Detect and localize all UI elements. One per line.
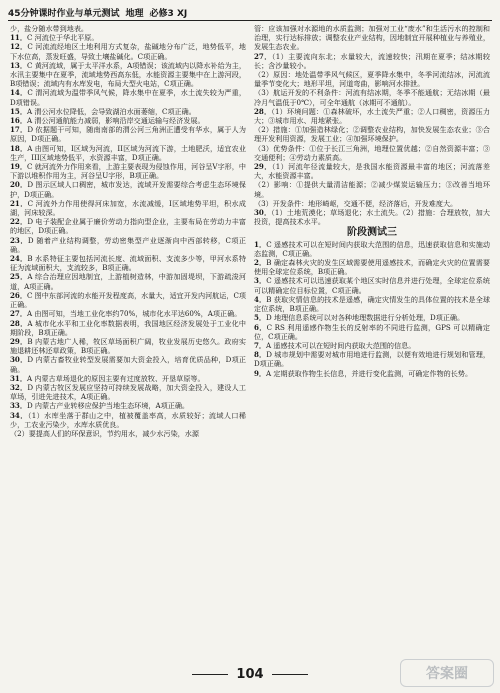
answer-number: 27．: [10, 309, 27, 319]
answer-item: [254, 107, 490, 125]
answer-text: A 内蒙古草场退化的原因主要有过度放牧、开垦草原等。: [26, 373, 205, 383]
answer-text: C 河流位于华北平原。: [26, 33, 99, 43]
answer-item: [254, 88, 490, 106]
answer-item: [10, 401, 246, 410]
answer-item: [10, 42, 246, 60]
answer-number: 33．: [10, 401, 27, 411]
answer-text: （2）要提高人们的环保意识，节约用水，减少水污染，水源: [10, 428, 199, 438]
answer-number: 20．: [10, 180, 28, 190]
answer-page: [10, 24, 490, 655]
answer-text: D 随着产业结构调整，劳动密集型产业逐渐向中西部转移，C项正确。: [10, 235, 246, 254]
answer-text: C 渭河流域为温带季风气候，降水集中在夏季，水土流失较为严重，D项错误。: [10, 88, 246, 107]
answer-item: [10, 411, 246, 429]
answer-number: 1．: [254, 239, 267, 249]
answer-text: （1）水库坐落于群山之中，植被覆盖率高，水质较好；流域人口稀少，工农业污染少，水库水质优良。: [10, 410, 246, 429]
answer-number: 18．: [10, 143, 28, 153]
answer-item: [10, 88, 246, 106]
answer-number: 2．: [254, 258, 267, 268]
answer-item: [10, 429, 246, 438]
answer-text: 少，盐分随水带到地表。: [10, 24, 89, 33]
answer-number: 6．: [254, 322, 267, 332]
section-title: 阶段测试三: [347, 227, 397, 239]
right-column: [254, 24, 490, 655]
answer-item: [254, 52, 490, 70]
answer-item: [10, 272, 246, 290]
answer-item: [254, 162, 490, 180]
answer-text: D 图示区域人口稠密，城市发达，流域开发需要综合考虑生态环境保护，D项正确。: [10, 180, 246, 199]
answer-item: [10, 61, 246, 89]
answer-item: [254, 258, 490, 276]
answer-text: B 内蒙古地广人稀，牧区草场面积广阔，牧业发展历史悠久。政府实施退耕还林还草政策，B项正确。: [10, 336, 246, 356]
answer-text: （3）航运开发的不利条件：河流有结冰期，冬季不能通航；无结冰期（最冷月气温低于0℃），可全年通航（冰期可不通航）。: [254, 88, 490, 107]
answer-item: [10, 24, 246, 33]
answer-item: [254, 369, 490, 378]
answer-text: （1）主要流向东北；水量较大，流速较快；汛期在夏季；结冰期较长；含沙量较小。: [254, 51, 490, 70]
answer-item: [254, 350, 490, 368]
answer-item: [254, 341, 490, 350]
answer-text: A 渭公河水位降低，会导致湖泊水面萎缩，C项正确。: [26, 106, 196, 116]
answer-number: 3．: [254, 276, 267, 286]
answer-item: [10, 319, 246, 337]
answer-number: 4．: [254, 294, 267, 304]
answer-number: 15．: [10, 106, 27, 116]
answer-text: A 由图可知，I区域为河流，II区域为河流下游，土地肥沃，适宜农业生产，III区域地势低平，水资源丰富，D项正确。: [10, 143, 246, 162]
answer-text: D 内蒙古牧区发展应坚持可持续发展战略，加大资金投入，建设人工草场，引进先进技术，A项正确。: [10, 382, 246, 402]
left-column: [10, 24, 246, 655]
answer-text: C 遥感技术可以迅速获取某个地区实时信息并进行处理，全球定位系统可以精确定位目标位置，C项正确。: [254, 276, 490, 295]
answer-item: [10, 254, 246, 272]
answer-text: B 获取灾情信息的技术是遥感，确定灾情发生的具体位置的技术是全球定位系统，B项正确。: [254, 294, 490, 314]
answer-item: [254, 276, 490, 294]
answer-item: [10, 374, 246, 383]
answer-number: 14．: [10, 88, 28, 98]
answer-item: [10, 217, 246, 235]
footer-rule-right: [272, 674, 308, 675]
answer-number: 26．: [10, 290, 27, 300]
answer-number: 19．: [10, 162, 27, 172]
answer-number: 30．: [10, 355, 28, 365]
answer-item: [254, 199, 490, 208]
answer-item: [10, 116, 246, 125]
answer-text: A 城市化水平和工业化率数据表明，我国地区经济发展处于工业化中期阶段，B项正确。: [10, 318, 246, 337]
answer-number: 12．: [10, 42, 28, 52]
answer-item: [10, 337, 246, 355]
answer-number: 29．: [254, 162, 272, 172]
subject-label: 地理: [125, 8, 144, 19]
watermark-stamp: 答案圈: [400, 659, 494, 687]
answer-number: 17．: [10, 125, 28, 135]
answer-item: [10, 33, 246, 42]
answer-text: （3）开发条件：地形崎岖，交通不便，经济落后，开发难度大。: [254, 198, 458, 208]
answer-item: [10, 309, 246, 318]
answer-number: 30．: [254, 208, 272, 218]
answer-item: [254, 180, 490, 198]
book-title: 45分钟课时作业与单元测试: [8, 8, 120, 19]
answer-text: B 水系特征主要包括河流长度、流域面积、支流多少等，甲河水系特征为流域面积大，支流较多，B项正确。: [10, 254, 246, 273]
answer-number: 28．: [254, 106, 272, 116]
answer-number: 32．: [10, 382, 28, 392]
volume-label: 必修3 XJ: [149, 8, 188, 19]
answer-text: D 电子装配企业属于廉价劳动力指向型企业，主要布局在劳动力丰富的地区，D项正确。: [10, 217, 246, 236]
answer-text: C 图中东部河流的水能开发程度高，水量大，适宜开发内河航运，C项正确。: [10, 290, 246, 310]
answer-item: [254, 24, 490, 52]
answer-item: [254, 144, 490, 162]
answer-item: [254, 313, 490, 322]
answer-text: D 地理信息系统可以对各种地理数据进行分析处理，D项正确。: [266, 313, 465, 323]
answer-number: 5．: [254, 313, 267, 323]
answer-number: 24．: [10, 254, 28, 264]
answer-item: [10, 144, 246, 162]
answer-item: [10, 125, 246, 143]
answer-item: [10, 355, 246, 373]
answer-text: A 渭公河通航能力减弱，影响沿岸交通运输与经济发展。: [26, 116, 205, 126]
answer-number: 25．: [10, 272, 28, 282]
answer-text: （1）环境问题：①森林破坏，水土流失严重；②人口稠密，资源压力大；③城市用水、用地紧张。: [254, 106, 490, 126]
answer-item: [10, 162, 246, 180]
answer-number: 29．: [10, 336, 28, 346]
answer-number: 34．: [10, 410, 28, 420]
answer-text: C 黄河流域，属于太平洋水系，A项错误；该流域内以降水补给为主，水汛主要集中在夏季，流域地势西高东低，水能资源主要集中在上游河段，B项错误；流域内有水库发电，布局大型火电站，C项正确。: [10, 60, 246, 89]
answer-item: [254, 70, 490, 88]
answer-text: （2）原因：地处温带季风气候区，夏季降水集中，冬季河流结冰，河流流量季节变化大；地形平坦，河道弯曲，影响河水排泄。: [254, 70, 490, 89]
answer-number: 27．: [254, 51, 272, 61]
answer-text: C 遥感技术可以在短时间内获取大范围的信息，迅速获取信息和实施动态监测，C项正确。: [254, 239, 490, 258]
answer-number: 8．: [254, 350, 267, 360]
answer-text: C 就河流外力作用来看，上游主要表现为侵蚀作用，河谷呈V字形，中下游以堆积作用为主，河谷呈U字形，B项正确。: [10, 162, 246, 181]
answer-item: [10, 199, 246, 217]
answer-number: 9．: [254, 368, 267, 378]
answer-number: 31．: [10, 373, 27, 383]
answer-text: （2）影响：①提供大量清洁能源；②减少煤炭运输压力；③改善当地环境。: [254, 180, 490, 199]
answer-text: A 由图可知，当地工业化率约70%，城市化水平达60%，A项正确。: [26, 309, 242, 319]
answer-item: [10, 236, 246, 254]
answer-text: D 内蒙古畜牧业转型发展需要加大资金投入，培育优质品种，D项正确。: [10, 355, 246, 374]
answer-item: [254, 208, 490, 226]
answer-text: D 内蒙古产业转移应保护当地生态环境，A项正确。: [26, 401, 190, 411]
answer-item: [254, 323, 490, 341]
answer-text: （3）优势条件：①位于长江三角洲，地理位置优越；②自然资源丰富；③交通便利；④劳动力素质高。: [254, 143, 490, 162]
answer-text: （2）措施：①加强造林绿化；②调整农业结构，加快发展生态农业；③合理开发利用资源，发展工业；④加强环境保护。: [254, 125, 490, 144]
answer-text: （1）土地荒漠化；草场退化；水土流失。（2）措施：合理放牧，加大投资，提高技术水平。: [254, 208, 490, 227]
answer-text: C RS 利用遥感作物生长的反射率的不同进行监测，GPS 可以精确定位，C项正确。: [254, 322, 490, 341]
answer-text: C 河流外力作用使得河床加宽，水流减缓，I区域地势平坦，积水成湖，河床较深。: [10, 198, 246, 218]
page-number: 104: [236, 666, 264, 682]
answer-text: A 综合治理应因地制宜，上游植树造林，中游加固堤坝，下游疏浚河道，A项正确。: [10, 272, 246, 291]
answer-item: [254, 125, 490, 143]
answer-text: D 依据题干可知，随南南部的渭公河三角洲正遭受有华水，属于人为原因，D项正确。: [10, 125, 246, 144]
answer-number: 16．: [10, 116, 27, 126]
answer-text: B 确定森林火灾的发生区域需要使用遥感技术，而确定火灾的位置需要使用全球定位系统，B项正确。: [254, 258, 490, 277]
answer-text: C 河流流经地区土地利用方式复杂，盐碱地分布广泛，地势低平，地下水位高，蒸发旺盛，导致土壤盐碱化。C项正确。: [10, 42, 246, 61]
running-header: [8, 4, 492, 21]
answer-text: A 定期获取作物生长信息，并进行变化监测，可确定作物的长势。: [266, 368, 473, 378]
answer-number: 13．: [10, 60, 27, 70]
answer-text: 管：应该加强对水源地的水质监测；加强对工业“废水”和生活污水的控制和治理，实行达标排放；调整农业产业结构，因地制宜开展种植业与养殖业，发展生态农业。: [254, 24, 490, 52]
answer-text: （1）河流年径流量较大，是我国水能资源最丰富的地区；河流落差大，水能资源丰富。: [254, 162, 490, 181]
answer-item: [10, 383, 246, 401]
answer-item: [10, 291, 246, 309]
answer-item: [254, 295, 490, 313]
answer-number: 22．: [10, 217, 28, 227]
answer-number: 11．: [10, 33, 27, 43]
answer-item: [254, 240, 490, 258]
answer-text: A 遥感技术可以在短时间内获取大范围的信息。: [266, 340, 416, 350]
answer-number: 7．: [254, 340, 267, 350]
answer-item: [10, 180, 246, 198]
answer-number: 23．: [10, 235, 28, 245]
answer-number: 28．: [10, 318, 28, 328]
answer-number: 21．: [10, 198, 28, 208]
answer-text: D 城市规划中需要对城市用地进行监测，以便有效地进行规划和管理，D项正确。: [254, 350, 490, 369]
footer-rule-left: [192, 674, 228, 675]
answer-item: [10, 107, 246, 116]
